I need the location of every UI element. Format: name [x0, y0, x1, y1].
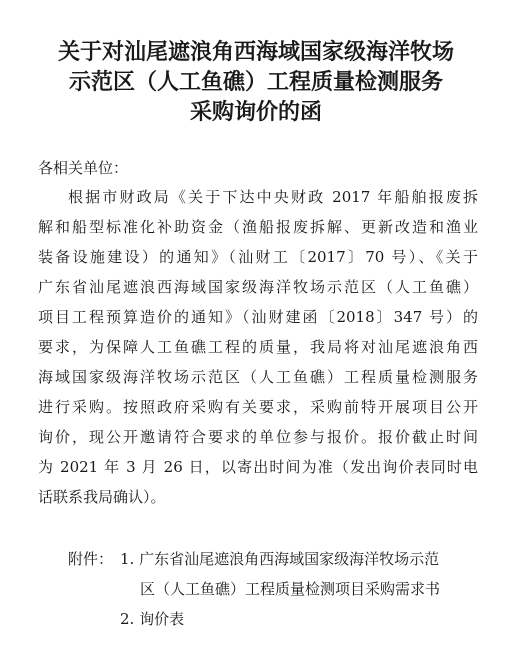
body-line-4: 广东省汕尾遮浪西海域国家级海洋牧场示范区（人工鱼礁） [38, 278, 478, 296]
body-line-7: 海域国家级海洋牧场示范区（人工鱼礁）工程质量检测服务 [38, 368, 478, 386]
body-line-1: 根据市财政局《关于下达中央财政 2017 年船舶报废拆 [68, 188, 478, 206]
attachment-item-1-line-1: 1. 广东省汕尾遮浪角西海域国家级海洋牧场示范 [120, 550, 440, 568]
body-line-3: 装备设施建设）的通知》（汕财工〔2017〕70 号）、《关于 [38, 248, 478, 266]
salutation: 各相关单位： [38, 159, 129, 177]
attachments-label: 附件： [68, 550, 114, 568]
body-line-8: 进行采购。按照政府采购有关要求，采购前特开展项目公开 [38, 398, 478, 416]
body-line-10: 为 2021 年 3 月 26 日，以寄出时间为准（发出询价表同时电 [38, 458, 478, 476]
body-line-11: 话联系我局确认）。 [38, 488, 166, 506]
body-line-5: 项目工程预算造价的通知》（汕财建函〔2018〕347 号）的 [38, 308, 478, 326]
document-title-line-3: 采购询价的函 [189, 100, 322, 125]
document-title-line-2: 示范区（人工鱼礁）工程质量检测服务 [68, 70, 443, 95]
attachment-item-2: 2. 询价表 [120, 610, 185, 628]
body-line-9: 询价，现公开邀请符合要求的单位参与报价。报价截止时间 [38, 428, 478, 446]
attachment-item-1-line-2: 区（人工鱼礁）工程质量检测项目采购需求书 [140, 580, 441, 598]
body-line-2: 解和船型标准化补助资金（渔船报废拆解、更新改造和渔业 [38, 218, 478, 236]
document-title-line-1: 关于对汕尾遮浪角西海域国家级海洋牧场 [57, 40, 454, 65]
body-line-6: 要求，为保障人工鱼礁工程的质量，我局将对汕尾遮浪角西 [38, 338, 478, 356]
